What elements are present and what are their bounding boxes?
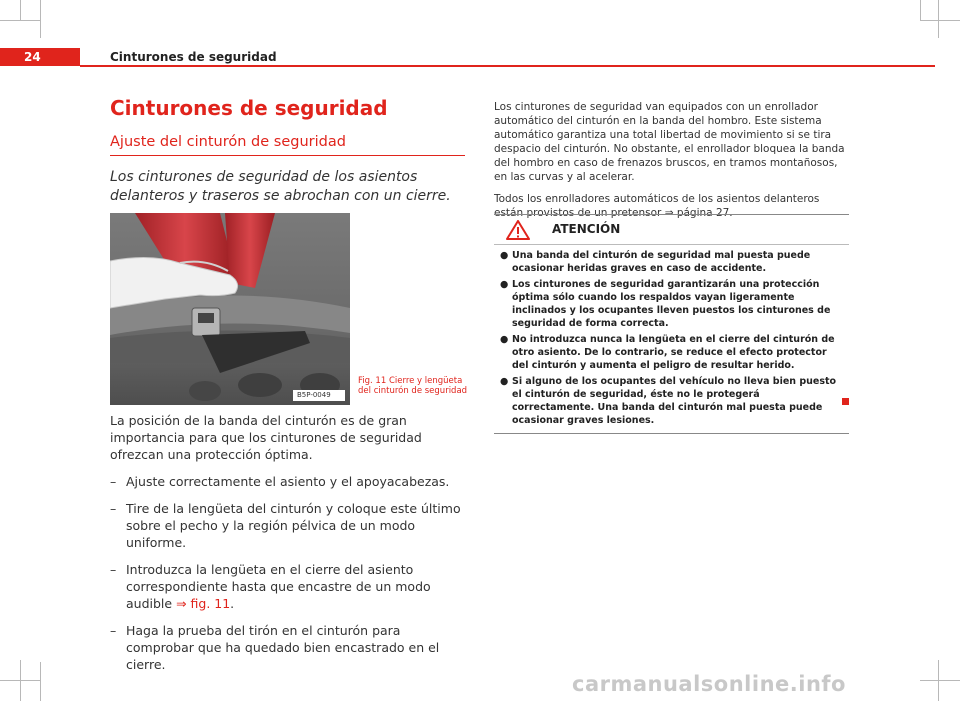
crop-mark xyxy=(938,660,939,701)
list-item xyxy=(500,278,841,330)
section-title: Cinturones de seguridad xyxy=(110,96,388,120)
seatbelt-photo xyxy=(110,213,350,405)
section-subtitle: Ajuste del cinturón de seguridad xyxy=(110,133,465,156)
instructions xyxy=(110,412,465,673)
list-item xyxy=(110,500,465,551)
dash-bullet: – xyxy=(110,501,117,516)
list-item xyxy=(500,249,841,275)
warning-text: Una banda del cinturón de seguridad mal puesta puede ocasionar heridas graves en caso de accidente. xyxy=(512,250,811,274)
bullet: ● xyxy=(500,250,509,261)
dash-bullet: – xyxy=(110,562,117,577)
warning-body xyxy=(494,245,849,433)
crop-mark xyxy=(0,20,40,21)
retractor-paragraph: Los cinturones de seguridad van equipados con un enrollador automático del cinturón en la banda del hombro. Este sistema automático garantiza una total libertad de movimiento si se tira despacio del cinturón. No obstante, el enrollador bloquea la banda del hombro en caso de frenazos bruscos, en tramos montañosos, en las curvas y al acelerar. xyxy=(494,101,845,183)
list-item xyxy=(500,375,841,427)
list-item xyxy=(110,561,465,612)
step-3-end: . xyxy=(230,596,235,611)
crop-mark xyxy=(920,680,960,681)
dash-bullet: – xyxy=(110,474,117,489)
figure-code: B5P-0049 xyxy=(297,391,331,399)
section-end-marker xyxy=(842,398,849,405)
warning-text: Si alguno de los ocupantes del vehículo no lleva bien puesto el cinturón de seguridad, éste no le protegerá correctamente. Una banda del cinturón mal puesta puede ocasionar graves lesiones. xyxy=(512,376,837,426)
page-number: 24 xyxy=(24,50,41,64)
body-paragraph: La posición de la banda del cinturón es de gran importancia para que los cinturones de seguridad ofrezcan una protección óptima. xyxy=(110,413,422,462)
warning-title: ATENCIÓN xyxy=(552,222,621,236)
step-text: Haga la prueba del tirón en el cinturón para comprobar que ha quedado bien encastrado en el cierre. xyxy=(126,623,440,672)
list-item xyxy=(110,473,465,490)
left-column xyxy=(110,95,465,206)
intro-text: Los cinturones de seguridad de los asientos delanteros y traseros se abrochan con un cierre. xyxy=(110,169,451,204)
crop-mark xyxy=(920,0,921,20)
warning-triangle-icon xyxy=(506,220,530,244)
list-item xyxy=(110,622,465,673)
figure-link[interactable]: ⇒ fig. 11 xyxy=(176,596,231,611)
figure-row xyxy=(110,213,468,405)
warning-text: Los cinturones de seguridad garantizarán una protección óptima sólo cuando los respaldos vayan ligeramente inclinados y los ocupantes lleven puestos los cinturones de seguridad de forma correcta. xyxy=(512,279,831,329)
step-text xyxy=(126,561,465,612)
step-3-text: Introduzca la lengüeta en el cierre del asiento correspondiente hasta que encastre de un modo audible xyxy=(126,562,431,611)
bullet: ● xyxy=(500,279,509,290)
crop-mark xyxy=(920,20,960,21)
figure-caption: Fig. 11 Cierre y lengüeta del cinturón de seguridad xyxy=(358,376,468,396)
header-rule xyxy=(80,65,935,67)
list-item xyxy=(500,333,841,372)
warning-box xyxy=(494,214,849,434)
step-text: Tire de la lengüeta del cinturón y coloque este último sobre el pecho y la región pélvica de un modo uniforme. xyxy=(126,501,461,550)
pretensioner-paragraph: Todos los enrolladores automáticos de los asientos delanteros están provistos de un pretensor ⇒ página 27. xyxy=(494,193,820,219)
warning-header xyxy=(494,215,849,245)
warning-text: No introduzca nunca la lengüeta en el cierre del cinturón de otro asiento. De lo contrario, se reduce el efecto protector del cinturón y aumenta el peligro de resultar herido. xyxy=(512,334,835,371)
crop-mark xyxy=(40,0,41,38)
watermark: carmanualsonline.info xyxy=(572,672,846,696)
crop-mark xyxy=(938,0,939,38)
crop-mark xyxy=(20,0,21,20)
bullet: ● xyxy=(500,376,509,387)
right-column xyxy=(494,100,849,228)
step-text: Ajuste correctamente el asiento y el apoyacabezas. xyxy=(126,474,450,489)
crop-mark xyxy=(20,660,21,701)
dash-bullet: – xyxy=(110,623,117,638)
bullet: ● xyxy=(500,334,509,345)
running-title: Cinturones de seguridad xyxy=(110,50,277,64)
crop-mark xyxy=(40,662,41,701)
